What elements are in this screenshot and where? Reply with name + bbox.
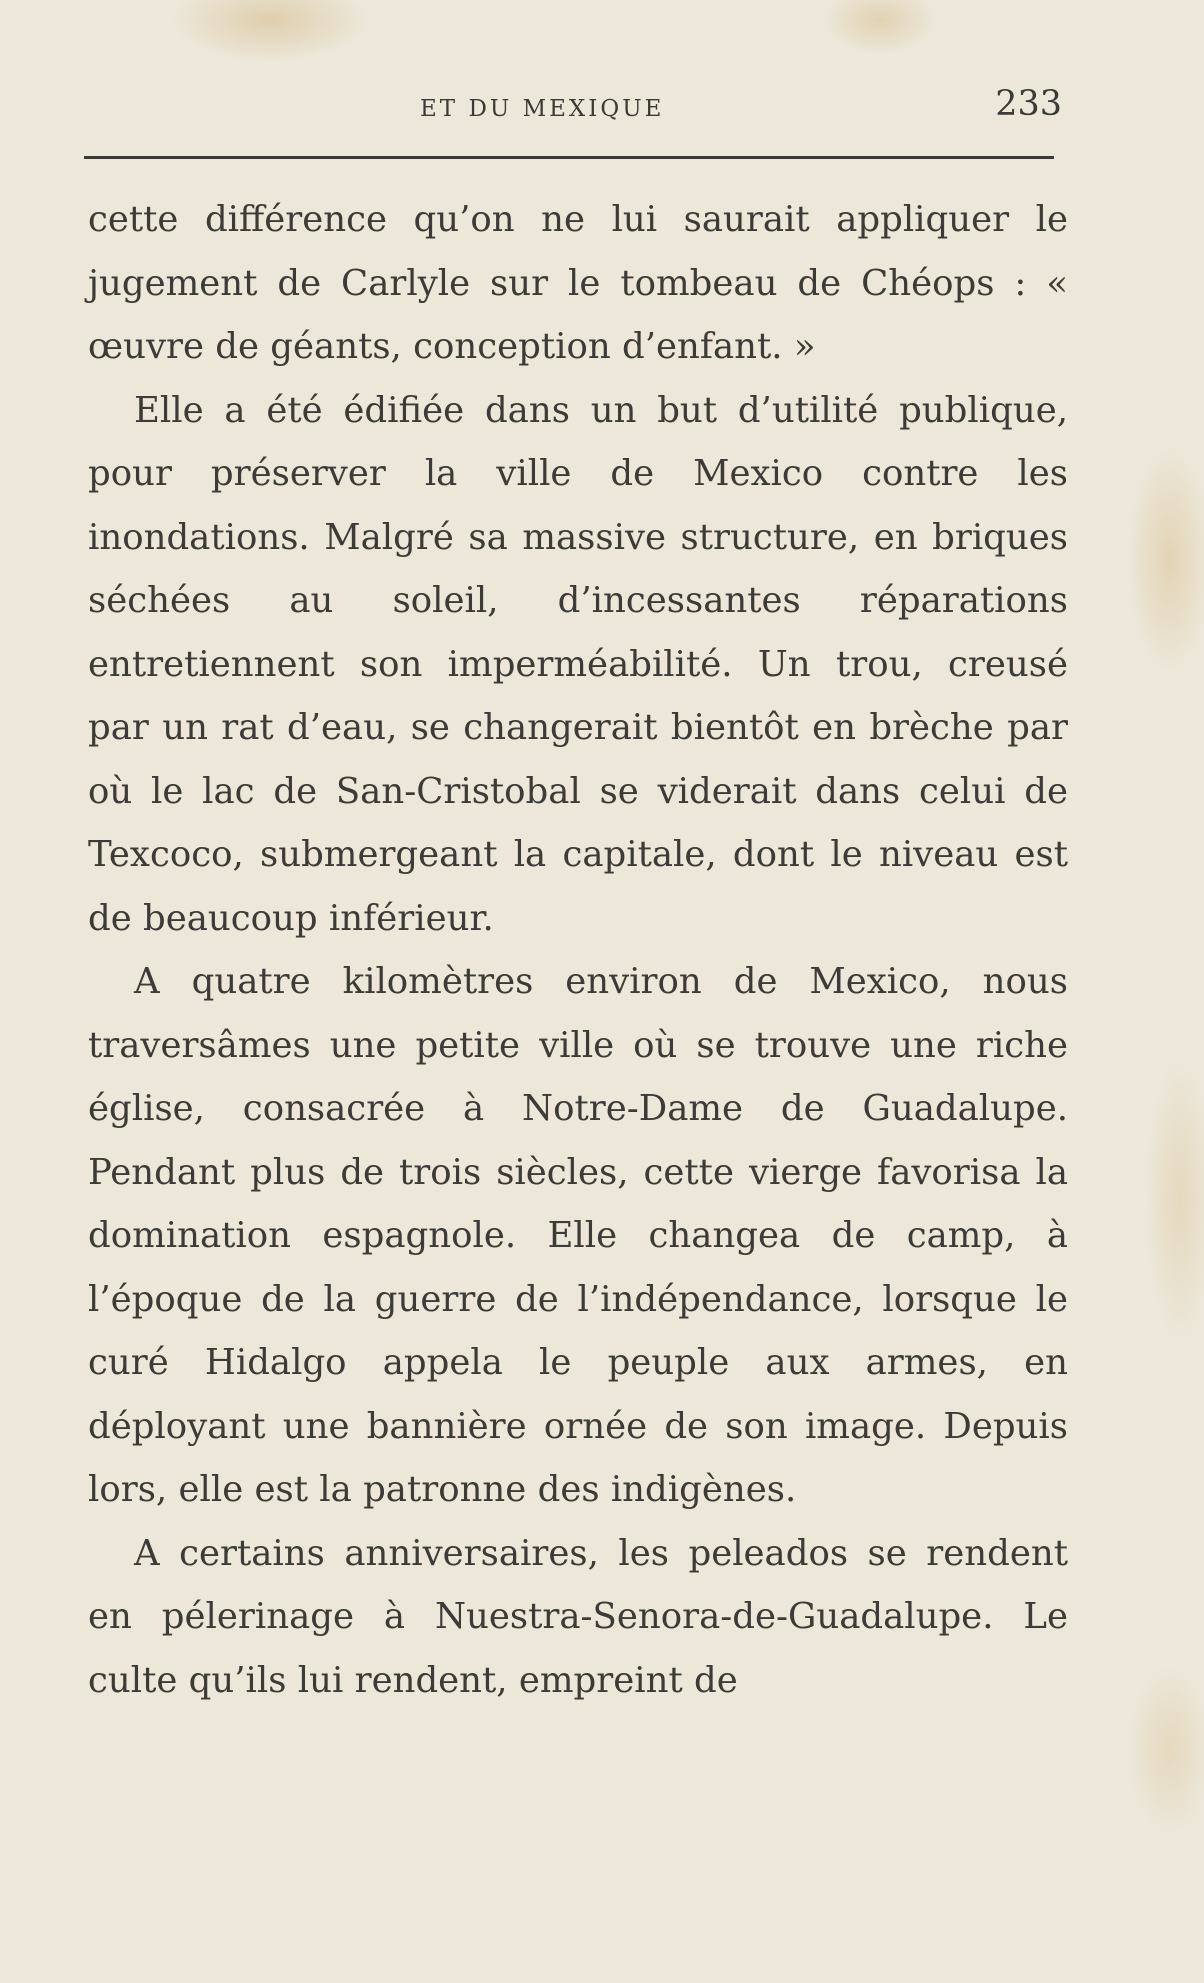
paragraph-1: cette différence qu’on ne lui saurait appliquer le jugement de Carlyle sur le tombeau de Chéops : « œuvre de géants, conception d’enfant. »: [88, 199, 1068, 367]
paragraph-2: Elle a été édifiée dans un but d’utilité publique, pour préserver la ville de Mexico contre les inondations. Malgré sa massive structure, en briques séchées au soleil, d’incessantes réparations entretiennent son imperméabilité. Un trou, creusé par un rat d’eau, se changerait bientôt en brèche par où le lac de San-Cristobal se viderait dans celui de Texcoco, submergeant la capitale, dont le niveau est de beaucoup inférieur.: [88, 389, 1068, 939]
running-title: ET DU MEXIQUE: [420, 96, 665, 122]
paragraph-3: A quatre kilomètres environ de Mexico, nous traversâmes une petite ville où se trouve une riche église, consacrée à Notre-Dame de Guadalupe. Pendant plus de trois siècles, cette vierge favorisa la domination espagnole. Elle changea de camp, à l’époque de la guerre de l’indépendance, lorsque le curé Hidalgo appela le peuple aux armes, en déployant une bannière ornée de son image. Depuis lors, elle est la patronne des indigènes.: [88, 961, 1068, 1510]
running-header: [90, 80, 1062, 130]
header-rule: [84, 156, 1054, 159]
paragraph-4: A certains anniversaires, les peleados se rendent en pélerinage à Nuestra-Senora-de-Guadalupe. Le culte qu’ils lui rendent, empreint de: [88, 1532, 1068, 1701]
page-number: 233: [995, 84, 1062, 124]
body-text: [88, 188, 1068, 1712]
